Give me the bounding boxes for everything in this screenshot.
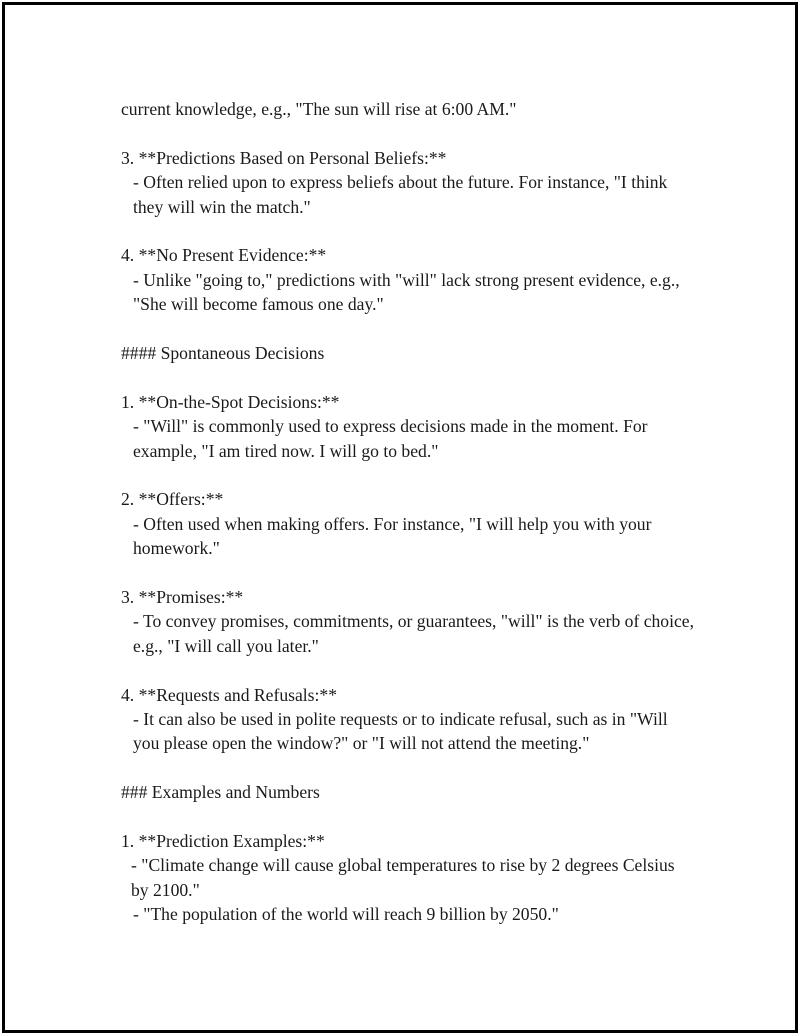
section-heading-examples	[121, 780, 696, 804]
list-item-body: - "The population of the world will reach 9 billion by 2050."	[133, 904, 559, 925]
list-item-body: - To convey promises, commitments, or guarantees, "will" is the verb of choice, e.g., "I will call you later."	[133, 611, 695, 656]
list-item-body: - "Will" is commonly used to express decisions made in the moment. For example, "I am tired now. I will go to bed."	[133, 416, 648, 461]
list-item-body: - It can also be used in polite requests or to indicate refusal, such as in "Will you please open the window?" or "I will not attend the meeting."	[133, 709, 668, 754]
list-item-heading: 2. **Offers:**	[121, 489, 224, 510]
list-item-heading: 3. **Predictions Based on Personal Beliefs:**	[121, 147, 447, 168]
list-item-body: - Often relied upon to express beliefs about the future. For instance, "I think they will win the match."	[133, 172, 668, 217]
list-item-heading: 4. **Requests and Refusals:**	[121, 684, 337, 705]
section-heading-spontaneous-decisions	[121, 341, 696, 365]
list-item-heading: 3. **Promises:**	[121, 587, 244, 608]
heading-text: #### Spontaneous Decisions	[121, 343, 325, 364]
heading-text: ### Examples and Numbers	[121, 782, 320, 803]
list-item-requests-refusals	[121, 683, 696, 756]
list-item-offers	[121, 487, 696, 560]
list-item-on-the-spot	[121, 390, 696, 463]
document-body	[121, 97, 696, 951]
paragraph-continuation	[121, 97, 696, 121]
list-item-promises	[121, 585, 696, 658]
list-item-prediction-examples	[121, 829, 696, 927]
list-item-heading: 4. **No Present Evidence:**	[121, 245, 327, 266]
page-frame	[2, 2, 798, 1033]
list-item-heading: 1. **On-the-Spot Decisions:**	[121, 391, 340, 412]
list-item-personal-beliefs	[121, 146, 696, 219]
list-item-body: - "Climate change will cause global temperatures to rise by 2 degrees Celsius by 2100."	[131, 855, 675, 900]
text-line: current knowledge, e.g., "The sun will rise at 6:00 AM."	[121, 99, 517, 119]
list-item-body: - Often used when making offers. For instance, "I will help you with your homework."	[133, 513, 652, 559]
list-item-no-present-evidence	[121, 243, 696, 316]
list-item-heading: 1. **Prediction Examples:**	[121, 831, 325, 852]
list-item-body: - Unlike "going to," predictions with "will" lack strong present evidence, e.g., "She will become famous one day."	[133, 269, 680, 315]
